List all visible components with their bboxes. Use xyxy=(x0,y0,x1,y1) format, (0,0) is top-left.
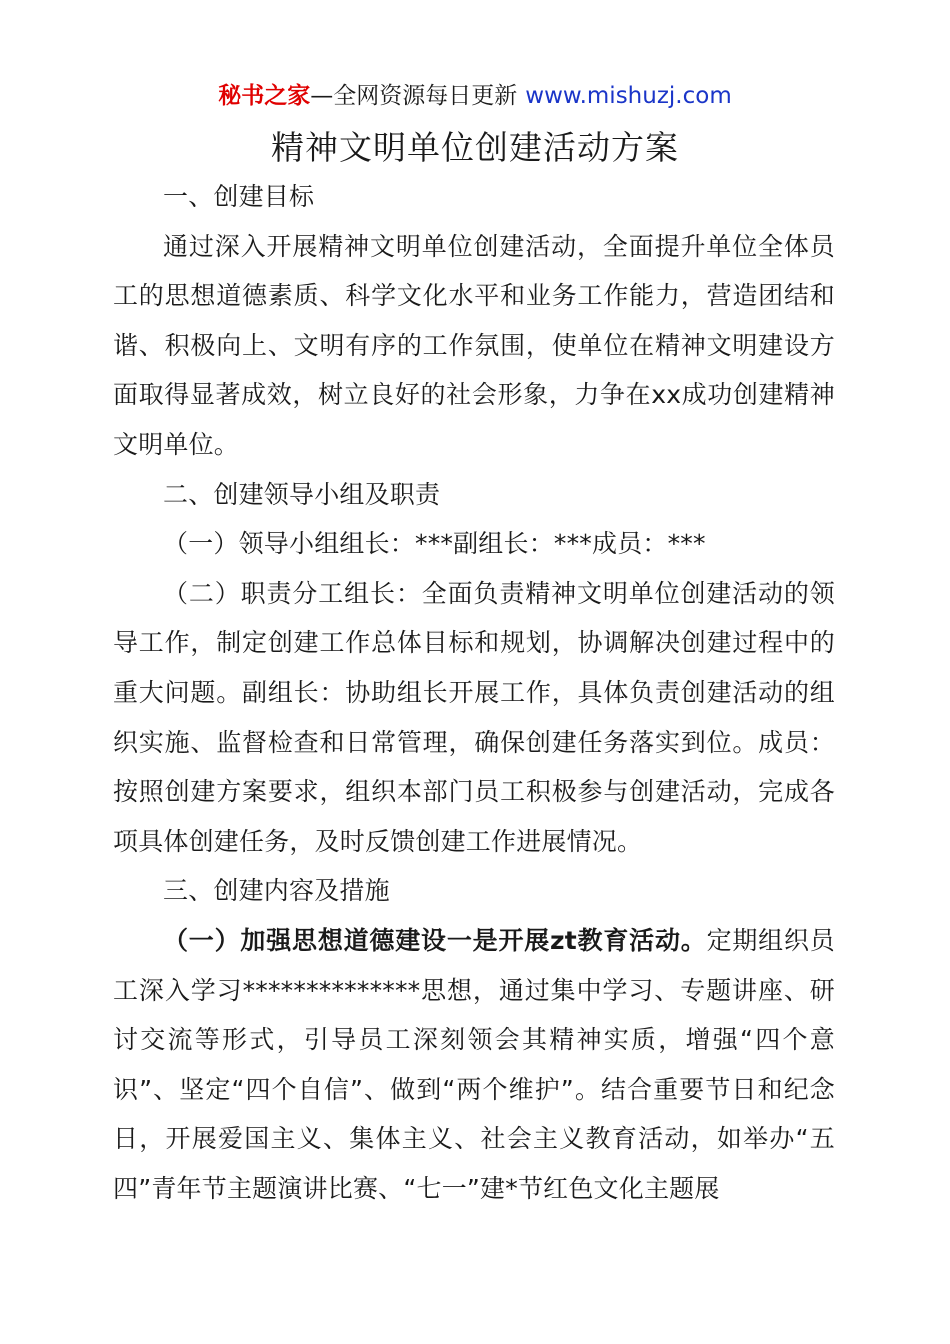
section-3-heading: 三、创建内容及措施 xyxy=(163,876,390,906)
section-2-item-1: （一）领导小组组长：***副组长：***成员：*** xyxy=(163,529,706,559)
section-3-item-1-text: 定期组织员工深入学习**************思想，通过集中学习、专题讲座、研讨交流等形式，引导员工深刻领会其精神实质，增强“四个意识”、坚定“四个自信”、做到“两个维护”。结合重要节日和纪念日，开展爱国主义、集体主义、社会主义教育活动，如举办“五四”青年节主题演讲比赛、“七一”建*节红色文化主题展 xyxy=(113,925,835,1203)
site-header xyxy=(0,80,950,112)
section-3-item-1-lead: （一）加强思想道德建设一是开展zt教育活动。 xyxy=(163,925,707,955)
section-3-item-1 xyxy=(113,916,835,1214)
document-body xyxy=(113,172,835,1213)
section-1-paragraph: 通过深入开展精神文明单位创建活动，全面提升单位全体员工的思想道德素质、科学文化水平和业务工作能力，营造团结和谐、积极向上、文明有序的工作氛围，使单位在精神文明建设方面取得显著成效，树立良好的社会形象，力争在xx成功创建精神文明单位。 xyxy=(113,231,835,459)
section-2-heading: 二、创建领导小组及职责 xyxy=(163,479,441,509)
section-2-item-2: （二）职责分工组长：全面负责精神文明单位创建活动的领导工作，制定创建工作总体目标和规划，协调解决创建过程中的重大问题。副组长：协助组长开展工作，具体负责创建活动的组织实施、监督检查和日常管理，确保创建任务落实到位。成员：按照创建方案要求，组织本部门员工积极参与创建活动，完成各项具体创建任务，及时反馈创建工作进展情况。 xyxy=(113,578,835,856)
section-1-heading: 一、创建目标 xyxy=(163,182,315,211)
document-title: 精神文明单位创建活动方案 xyxy=(271,128,679,167)
site-url-link[interactable]: www.mishuzj.com xyxy=(525,83,732,109)
header-slogan: —全网资源每日更新 xyxy=(310,83,518,109)
brand-name: 秘书之家 xyxy=(218,83,311,109)
